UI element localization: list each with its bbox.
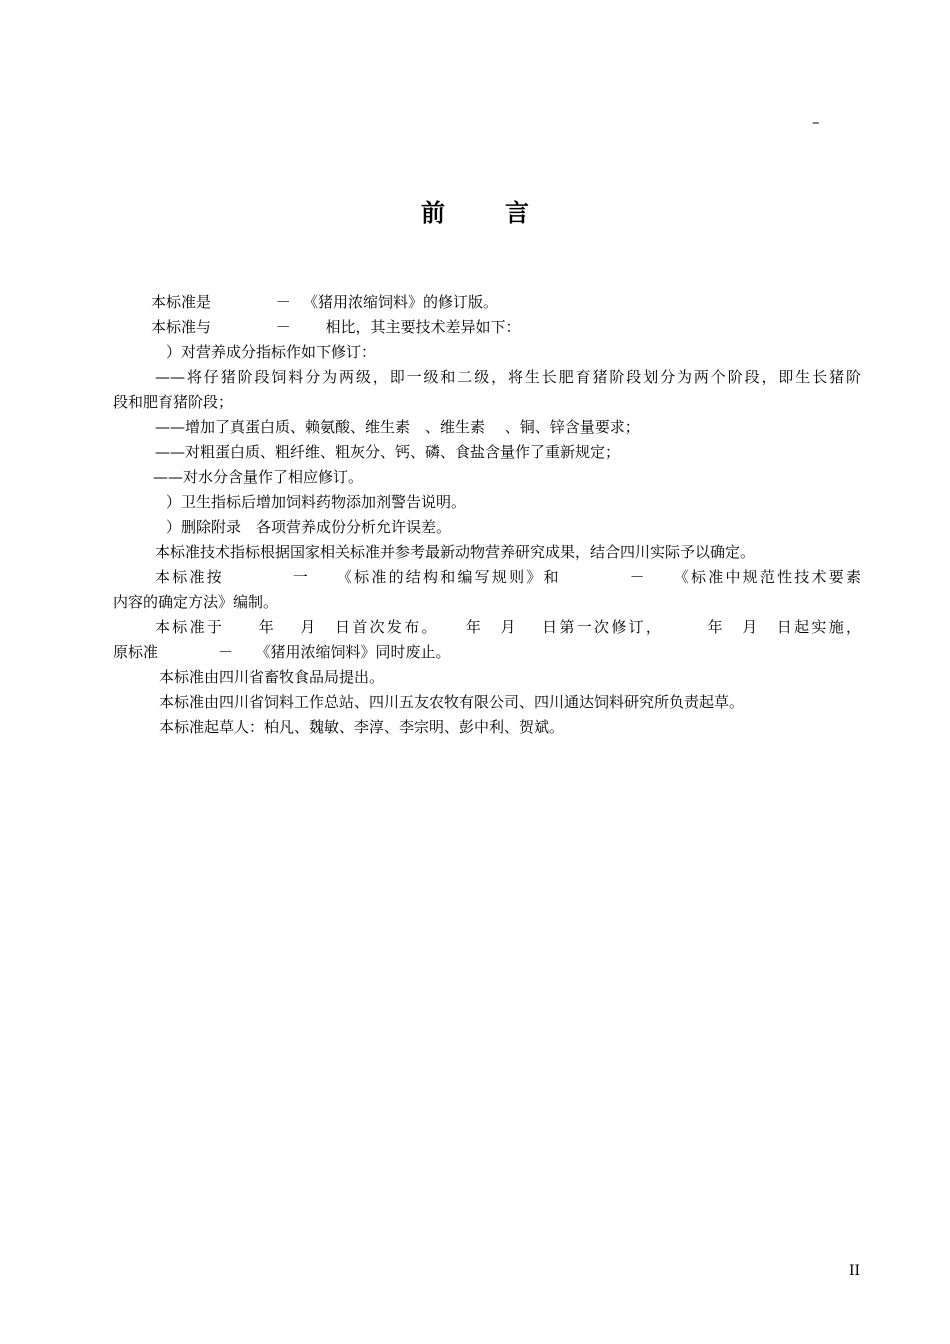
paragraph-drafting-units: 本标准由四川省饲料工作总站、四川五友农牧有限公司、四川通达饲料研究所负责起草。 xyxy=(159,693,745,711)
list-dash-item-added-requirements: ——增加了真蛋白质、赖氨酸、维生素 、维生素 、铜、锌含量要求； xyxy=(155,418,640,436)
paragraph-drafting-rules-cont: 内容的确定方法》编制。 xyxy=(113,593,279,611)
list-dash-item-piglet-stages-cont: 段和肥育猪阶段； xyxy=(113,393,234,411)
paragraph-comparison-intro: 本标准与 － 相比，其主要技术差异如下： xyxy=(151,318,521,336)
title-char-1: 前 xyxy=(421,198,445,227)
list-item-delete-appendix: ）删除附录 各项营养成份分析允许误差。 xyxy=(151,518,452,536)
paragraph-drafting-rules: 本标准按 一 《标准的结构和编写规则》和 － 《标准中规范性技术要素 xyxy=(155,568,861,586)
foreword-body xyxy=(113,290,861,740)
header-standard-number-dash: – xyxy=(812,113,820,131)
paragraph-revision-statement: 本标准是 － 《猪用浓缩饲料》的修订版。 xyxy=(151,293,499,311)
paragraph-technical-basis: 本标准技术指标根据国家相关标准并参考最新动物营养研究成果，结合四川实际予以确定。 xyxy=(155,543,756,561)
page-number: II xyxy=(849,1263,861,1279)
list-item-hygiene-warning: ）卫生指标后增加饲料药物添加剂警告说明。 xyxy=(151,493,467,511)
list-dash-item-piglet-stages: ——将仔猪阶段饲料分为两级，即一级和二级，将生长肥育猪阶段划分为两个阶段，即生长猪阶 xyxy=(155,368,861,386)
paragraph-publication-history: 本标准于 年 月 日首次发布。 年 月 日第一次修订， 年 月 日起实施， xyxy=(155,618,861,636)
paragraph-publication-history-cont: 原标准 － 《猪用浓缩饲料》同时废止。 xyxy=(113,643,451,661)
list-dash-item-redefined-contents: ——对粗蛋白质、粗纤维、粗灰分、钙、磷、食盐含量作了重新规定； xyxy=(155,443,621,461)
paragraph-drafters: 本标准起草人：柏凡、魏敏、李淳、李宗明、彭中利、贺斌。 xyxy=(159,718,565,736)
title-char-2: 言 xyxy=(505,198,529,227)
paragraph-proposed-by: 本标准由四川省畜牧食品局提出。 xyxy=(159,668,385,686)
list-dash-item-moisture: ——对水分含量作了相应修订。 xyxy=(153,468,364,486)
page-title xyxy=(0,197,950,229)
list-item-nutrient-revision: ）对营养成分指标作如下修订： xyxy=(151,343,377,361)
